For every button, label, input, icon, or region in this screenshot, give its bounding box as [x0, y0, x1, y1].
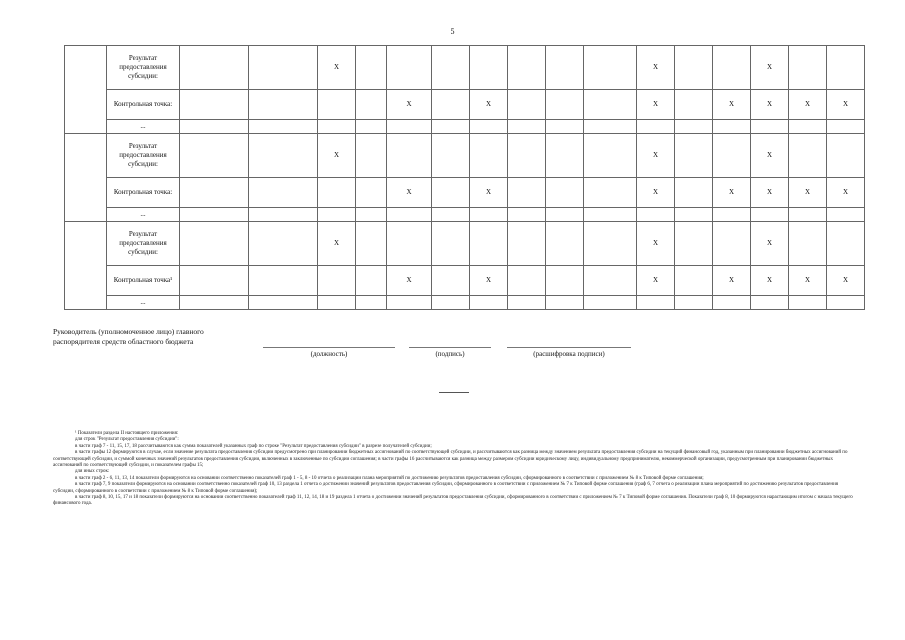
empty-cell: [318, 120, 356, 134]
ellipsis-cell: ...: [107, 208, 180, 222]
result-row: [65, 134, 865, 178]
empty-cell: [637, 296, 675, 310]
empty-cell: [470, 296, 508, 310]
empty-cell: [508, 266, 546, 296]
empty-cell: [584, 134, 637, 178]
empty-cell: [508, 208, 546, 222]
empty-cell: [546, 296, 584, 310]
empty-cell: [249, 266, 318, 296]
footnote-other-2: в части граф 7, 9 показатели формируются на основании соответственно показателей граф 10, 13 раздела 1 отчета о достижении значений результатов предоставления субсидии, сформированного в соответствии с приложением № 7 к Типовой форме соглашения (граф 6, 7 отчета о реализации плана мероприятий по достижению результатов предоставления субсидии, сформированного в соответствии с приложением № 8 к Типовой форме соглашения);: [53, 482, 839, 494]
control-row: [65, 90, 865, 120]
mark-cell: X: [637, 90, 675, 120]
empty-cell: [584, 46, 637, 90]
empty-cell: [249, 90, 318, 120]
empty-cell: [546, 120, 584, 134]
mark-cell: X: [470, 266, 508, 296]
empty-cell: [356, 90, 387, 120]
empty-cell: [387, 134, 432, 178]
footnote-result-2: в части графы 12 формируются в случае, если значение результата предоставления субсидии предусмотрено при планировании бюджетных ассигнований по соответствующей субсидии, и рассчитываются как разница между значением результата предоставления субсидии на текущий финансовый год, указанным при планировании бюджетных ассигнований по соответствующей субсидии, и суммой конечных значений результатов предоставления субсидии, включенных в заключенные по субсидии соглашения; в части графы 16 рассчитываются как разница между размером субсидии юридическому лицу, индивидуальному предпринимателю, некоммерческой организации, предусмотренным при планировании бюджетных ассигнований по соответствующей субсидии, и показателем графы 15;: [53, 450, 848, 469]
mark-cell: X: [751, 46, 789, 90]
decode-line: [507, 347, 631, 348]
empty-cell: [180, 296, 249, 310]
empty-cell: [827, 222, 865, 266]
mark-cell: X: [713, 178, 751, 208]
empty-cell: [318, 296, 356, 310]
empty-cell: [508, 178, 546, 208]
empty-cell: [356, 134, 387, 178]
empty-cell: [546, 266, 584, 296]
empty-cell: [356, 208, 387, 222]
empty-cell: [675, 266, 713, 296]
mark-cell: X: [751, 178, 789, 208]
result-label-cell: Результат предоставления субсидии:: [107, 46, 180, 90]
mark-cell: X: [387, 178, 432, 208]
empty-cell: [546, 90, 584, 120]
empty-cell: [584, 296, 637, 310]
empty-cell: [675, 208, 713, 222]
mark-cell: X: [387, 90, 432, 120]
empty-cell: [318, 90, 356, 120]
result-label-cell: Результат предоставления субсидии:: [107, 222, 180, 266]
footnote-other-heading: для иных строк:: [75, 469, 110, 475]
results-table: [64, 45, 865, 310]
empty-cell: [827, 46, 865, 90]
decode-caption: (расшифровка подписи): [533, 350, 605, 358]
empty-cell: [470, 208, 508, 222]
position-caption: (должность): [310, 350, 348, 358]
signature-line: [409, 347, 491, 348]
empty-cell: [584, 208, 637, 222]
empty-cell: [249, 208, 318, 222]
empty-cell: [249, 222, 318, 266]
empty-cell: [675, 90, 713, 120]
page-number: 5: [450, 27, 455, 36]
mark-cell: X: [751, 266, 789, 296]
empty-cell: [508, 46, 546, 90]
empty-cell: [432, 296, 470, 310]
empty-cell: [180, 208, 249, 222]
empty-cell: [751, 208, 789, 222]
empty-cell: [387, 208, 432, 222]
empty-cell: [675, 296, 713, 310]
empty-cell: [249, 46, 318, 90]
mark-cell: X: [318, 46, 356, 90]
control-label-cell: Контрольная точка:: [107, 178, 180, 208]
empty-cell: [318, 208, 356, 222]
empty-cell: [249, 134, 318, 178]
empty-cell: [432, 178, 470, 208]
ellipsis-cell: ...: [107, 296, 180, 310]
empty-cell: [675, 134, 713, 178]
mark-cell: X: [751, 222, 789, 266]
footnote-other-3: в части граф 8, 10, 15, 17 и 18 показатели формируются на основании соответственно показателей граф 11, 12, 14, 18 и 19 раздела 1 отчета о достижении значений результатов предоставления субсидии, сформированного в соответствии с приложением № 7 к Типовой форме соглашения. Показатели граф 8, 10 формируются нарастающим итогом с начала текущего финансового года.: [53, 495, 853, 507]
mark-cell: X: [827, 178, 865, 208]
empty-cell: [356, 296, 387, 310]
empty-cell: [387, 120, 432, 134]
result-label-cell: Результат предоставления субсидии:: [107, 134, 180, 178]
empty-cell: [318, 266, 356, 296]
footnote-result-1: в части граф 7 - 11, 15, 17, 18 рассчитываются как сумма показателей указанных граф по строке "Результат предоставления субсидии" в разрезе получателей субсидии;: [75, 443, 432, 449]
control-label-cell: Контрольная точка:: [107, 90, 180, 120]
empty-cell: [713, 208, 751, 222]
mark-cell: X: [637, 46, 675, 90]
empty-cell: [675, 222, 713, 266]
empty-cell: [713, 134, 751, 178]
empty-cell: [546, 222, 584, 266]
mark-cell: X: [387, 266, 432, 296]
mark-cell: X: [789, 266, 827, 296]
signature-caption: (подпись): [435, 350, 465, 358]
empty-cell: [470, 120, 508, 134]
empty-cell: [713, 46, 751, 90]
signature-title: [53, 327, 204, 347]
empty-cell: [584, 266, 637, 296]
result-row: [65, 222, 865, 266]
empty-cell: [827, 120, 865, 134]
empty-cell: [789, 46, 827, 90]
empty-cell: [584, 90, 637, 120]
empty-cell: [789, 222, 827, 266]
footnote-divider: [439, 392, 469, 393]
ellipsis-row: [65, 296, 865, 310]
empty-cell: [249, 178, 318, 208]
empty-cell: [789, 208, 827, 222]
empty-cell: [751, 120, 789, 134]
empty-cell: [713, 120, 751, 134]
empty-cell: [387, 222, 432, 266]
empty-cell: [249, 296, 318, 310]
mark-cell: X: [751, 134, 789, 178]
empty-cell: [432, 120, 470, 134]
empty-cell: [827, 208, 865, 222]
empty-cell: [356, 120, 387, 134]
mark-cell: X: [318, 222, 356, 266]
empty-cell: [387, 296, 432, 310]
mark-cell: X: [827, 266, 865, 296]
ellipsis-row: [65, 208, 865, 222]
empty-cell: [789, 120, 827, 134]
footnote-other-1: в части граф 2 - 6, 11, 13, 14 показатели формируются на основании соответственно показателей граф 1 - 5, 8 - 10 отчета о реализации плана мероприятий по достижению результатов предоставления субсидии, сформированного в соответствии с приложением № 8 к Типовой форме соглашения;: [75, 475, 704, 481]
signature-title-line2: распорядителя средств областного бюджета: [53, 337, 194, 346]
footnote-intro: ¹ Показатели раздела II настоящего приложения:: [75, 431, 179, 436]
empty-cell: [508, 296, 546, 310]
mark-cell: X: [470, 178, 508, 208]
group-cell: [65, 46, 107, 134]
empty-cell: [180, 178, 249, 208]
empty-cell: [432, 208, 470, 222]
empty-cell: [180, 134, 249, 178]
empty-cell: [789, 134, 827, 178]
empty-cell: [713, 222, 751, 266]
mark-cell: X: [637, 178, 675, 208]
mark-cell: X: [713, 90, 751, 120]
mark-cell: X: [827, 90, 865, 120]
empty-cell: [546, 46, 584, 90]
empty-cell: [180, 90, 249, 120]
control-row: [65, 178, 865, 208]
mark-cell: X: [713, 266, 751, 296]
empty-cell: [546, 134, 584, 178]
empty-cell: [356, 46, 387, 90]
empty-cell: [584, 120, 637, 134]
empty-cell: [432, 46, 470, 90]
group-cell: [65, 134, 107, 222]
empty-cell: [713, 296, 751, 310]
empty-cell: [387, 46, 432, 90]
empty-cell: [675, 46, 713, 90]
empty-cell: [180, 266, 249, 296]
empty-cell: [470, 134, 508, 178]
mark-cell: X: [789, 178, 827, 208]
signature-title-line1: Руководитель (уполномоченное лицо) главного: [53, 327, 204, 336]
empty-cell: [318, 178, 356, 208]
empty-cell: [675, 178, 713, 208]
empty-cell: [546, 178, 584, 208]
mark-cell: X: [637, 222, 675, 266]
empty-cell: [584, 178, 637, 208]
empty-cell: [508, 222, 546, 266]
empty-cell: [584, 222, 637, 266]
mark-cell: X: [789, 90, 827, 120]
empty-cell: [508, 90, 546, 120]
empty-cell: [356, 266, 387, 296]
ellipsis-row: [65, 120, 865, 134]
empty-cell: [432, 222, 470, 266]
footnote-result-heading: для строк "Результат предоставления субсидии":: [75, 437, 179, 443]
empty-cell: [827, 134, 865, 178]
empty-cell: [789, 296, 827, 310]
empty-cell: [180, 120, 249, 134]
empty-cell: [249, 120, 318, 134]
empty-cell: [751, 296, 789, 310]
empty-cell: [637, 120, 675, 134]
mark-cell: X: [751, 90, 789, 120]
mark-cell: X: [318, 134, 356, 178]
empty-cell: [675, 120, 713, 134]
empty-cell: [180, 46, 249, 90]
empty-cell: [356, 222, 387, 266]
empty-cell: [356, 178, 387, 208]
mark-cell: X: [637, 266, 675, 296]
empty-cell: [508, 134, 546, 178]
mark-cell: X: [470, 90, 508, 120]
footnotes: [53, 431, 853, 508]
mark-cell: X: [637, 134, 675, 178]
result-row: [65, 46, 865, 90]
empty-cell: [546, 208, 584, 222]
empty-cell: [432, 90, 470, 120]
control-row: [65, 266, 865, 296]
empty-cell: [470, 46, 508, 90]
empty-cell: [432, 266, 470, 296]
ellipsis-cell: ...: [107, 120, 180, 134]
empty-cell: [827, 296, 865, 310]
empty-cell: [432, 134, 470, 178]
empty-cell: [637, 208, 675, 222]
position-line: [263, 347, 395, 348]
group-cell: [65, 222, 107, 310]
empty-cell: [508, 120, 546, 134]
empty-cell: [180, 222, 249, 266]
control-label-cell: Контрольная точка¹: [107, 266, 180, 296]
empty-cell: [470, 222, 508, 266]
